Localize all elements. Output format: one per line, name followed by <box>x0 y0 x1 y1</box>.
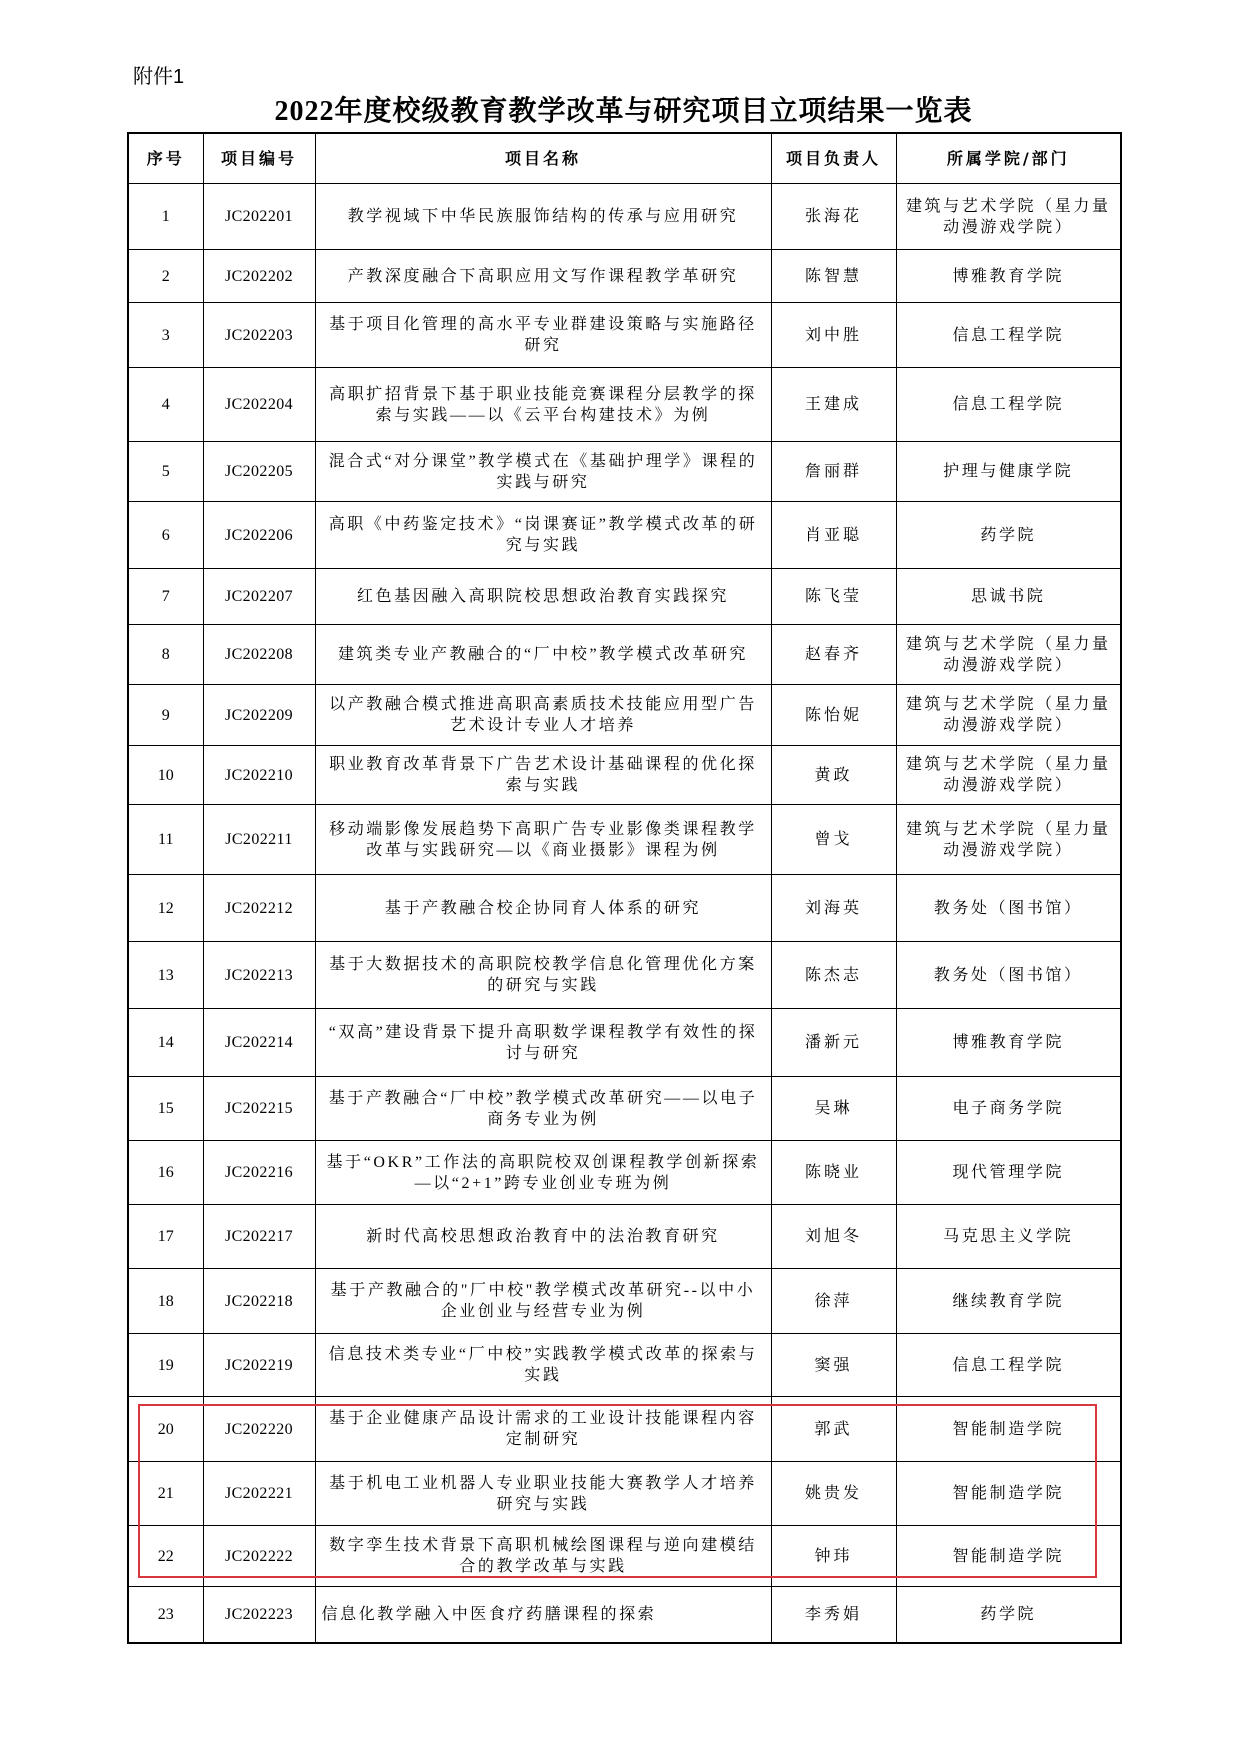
project-leader: 陈晓业 <box>771 1141 896 1205</box>
table-row <box>128 1397 1121 1462</box>
table-row <box>128 875 1121 942</box>
table-body <box>128 184 1121 1643</box>
project-leader: 郭武 <box>771 1397 896 1462</box>
project-code: JC202223 <box>203 1587 315 1643</box>
project-name: 高职扩招背景下基于职业技能竞赛课程分层教学的探索与实践——以《云平台构建技术》为例 <box>315 368 771 442</box>
row-index: 5 <box>128 442 203 502</box>
project-leader: 陈怡妮 <box>771 685 896 746</box>
table-row <box>128 1462 1121 1526</box>
project-code: JC202219 <box>203 1334 315 1397</box>
project-leader: 刘海英 <box>771 875 896 942</box>
project-name: 基于产教融合的"厂中校"教学模式改革研究--以中小企业创业与经营专业为例 <box>315 1269 771 1334</box>
project-leader: 潘新元 <box>771 1009 896 1077</box>
project-name: 产教深度融合下高职应用文写作课程教学革研究 <box>315 250 771 303</box>
project-college: 博雅教育学院 <box>896 1009 1121 1077</box>
project-code: JC202210 <box>203 746 315 805</box>
table-row <box>128 1077 1121 1141</box>
table-row <box>128 569 1121 625</box>
project-college: 建筑与艺术学院（星力量动漫游戏学院） <box>896 625 1121 685</box>
project-college: 电子商务学院 <box>896 1077 1121 1141</box>
row-index: 14 <box>128 1009 203 1077</box>
row-index: 23 <box>128 1587 203 1643</box>
project-name: 数字孪生技术背景下高职机械绘图课程与逆向建模结合的教学改革与实践 <box>315 1526 771 1587</box>
row-index: 3 <box>128 303 203 368</box>
project-code: JC202215 <box>203 1077 315 1141</box>
project-college: 思诚书院 <box>896 569 1121 625</box>
project-leader: 陈杰志 <box>771 942 896 1009</box>
project-code: JC202220 <box>203 1397 315 1462</box>
project-code: JC202203 <box>203 303 315 368</box>
project-leader: 刘旭冬 <box>771 1205 896 1269</box>
project-code: JC202202 <box>203 250 315 303</box>
header-row <box>128 133 1121 184</box>
row-index: 12 <box>128 875 203 942</box>
project-name: 基于大数据技术的高职院校教学信息化管理优化方案的研究与实践 <box>315 942 771 1009</box>
project-leader: 吴琳 <box>771 1077 896 1141</box>
project-college: 药学院 <box>896 1587 1121 1643</box>
project-leader: 陈智慧 <box>771 250 896 303</box>
table-row <box>128 1269 1121 1334</box>
project-code: JC202208 <box>203 625 315 685</box>
project-leader: 肖亚聪 <box>771 502 896 569</box>
table-row <box>128 442 1121 502</box>
project-name: 职业教育改革背景下广告艺术设计基础课程的优化探索与实践 <box>315 746 771 805</box>
row-index: 22 <box>128 1526 203 1587</box>
project-name: 基于项目化管理的高水平专业群建设策略与实施路径研究 <box>315 303 771 368</box>
table-row <box>128 805 1121 875</box>
project-college: 信息工程学院 <box>896 368 1121 442</box>
project-college: 教务处（图书馆） <box>896 875 1121 942</box>
project-code: JC202207 <box>203 569 315 625</box>
project-code: JC202217 <box>203 1205 315 1269</box>
project-name: 以产教融合模式推进高职高素质技术技能应用型广告艺术设计专业人才培养 <box>315 685 771 746</box>
project-code: JC202222 <box>203 1526 315 1587</box>
project-code: JC202214 <box>203 1009 315 1077</box>
project-code: JC202216 <box>203 1141 315 1205</box>
row-index: 19 <box>128 1334 203 1397</box>
project-name: 基于产教融合“厂中校”教学模式改革研究——以电子商务专业为例 <box>315 1077 771 1141</box>
project-leader: 刘中胜 <box>771 303 896 368</box>
row-index: 7 <box>128 569 203 625</box>
project-code: JC202201 <box>203 184 315 250</box>
table-row <box>128 1141 1121 1205</box>
table-row <box>128 502 1121 569</box>
project-college: 智能制造学院 <box>896 1397 1121 1462</box>
project-leader: 詹丽群 <box>771 442 896 502</box>
project-leader: 李秀娟 <box>771 1587 896 1643</box>
project-name: 基于产教融合校企协同育人体系的研究 <box>315 875 771 942</box>
project-code: JC202209 <box>203 685 315 746</box>
table-row <box>128 1526 1121 1587</box>
table-row <box>128 1009 1121 1077</box>
project-college: 现代管理学院 <box>896 1141 1121 1205</box>
project-name: 基于机电工业机器人专业职业技能大赛教学人才培养研究与实践 <box>315 1462 771 1526</box>
project-college: 博雅教育学院 <box>896 250 1121 303</box>
project-leader: 黄政 <box>771 746 896 805</box>
row-index: 20 <box>128 1397 203 1462</box>
project-leader: 王建成 <box>771 368 896 442</box>
project-table <box>127 132 1122 1644</box>
project-name: 信息化教学融入中医食疗药膳课程的探索 <box>315 1587 771 1643</box>
project-name: “双高”建设背景下提升高职数学课程教学有效性的探讨与研究 <box>315 1009 771 1077</box>
project-college: 建筑与艺术学院（星力量动漫游戏学院） <box>896 746 1121 805</box>
project-leader: 窦强 <box>771 1334 896 1397</box>
table-row <box>128 746 1121 805</box>
row-index: 2 <box>128 250 203 303</box>
row-index: 15 <box>128 1077 203 1141</box>
project-college: 继续教育学院 <box>896 1269 1121 1334</box>
row-index: 6 <box>128 502 203 569</box>
project-college: 药学院 <box>896 502 1121 569</box>
row-index: 11 <box>128 805 203 875</box>
project-college: 建筑与艺术学院（星力量动漫游戏学院） <box>896 685 1121 746</box>
project-code: JC202212 <box>203 875 315 942</box>
table-row <box>128 625 1121 685</box>
table-row <box>128 685 1121 746</box>
project-code: JC202205 <box>203 442 315 502</box>
table-row <box>128 368 1121 442</box>
project-name: 教学视域下中华民族服饰结构的传承与应用研究 <box>315 184 771 250</box>
project-name: 移动端影像发展趋势下高职广告专业影像类课程教学改革与实践研究—以《商业摄影》课程为例 <box>315 805 771 875</box>
row-index: 17 <box>128 1205 203 1269</box>
project-code: JC202221 <box>203 1462 315 1526</box>
project-college: 建筑与艺术学院（星力量动漫游戏学院） <box>896 805 1121 875</box>
page-title: 2022年度校级教育教学改革与研究项目立项结果一览表 <box>274 96 973 127</box>
row-index: 10 <box>128 746 203 805</box>
row-index: 21 <box>128 1462 203 1526</box>
project-college: 信息工程学院 <box>896 1334 1121 1397</box>
project-leader: 张海花 <box>771 184 896 250</box>
project-leader: 徐萍 <box>771 1269 896 1334</box>
row-index: 18 <box>128 1269 203 1334</box>
project-leader: 姚贵发 <box>771 1462 896 1526</box>
attachment-label: 附件1 <box>133 66 185 88</box>
project-college: 智能制造学院 <box>896 1462 1121 1526</box>
project-leader: 陈飞莹 <box>771 569 896 625</box>
project-name: 基于“OKR”工作法的高职院校双创课程教学创新探索—以“2+1”跨专业创业专班为例 <box>315 1141 771 1205</box>
project-name: 红色基因融入高职院校思想政治教育实践探究 <box>315 569 771 625</box>
project-name: 基于企业健康产品设计需求的工业设计技能课程内容定制研究 <box>315 1397 771 1462</box>
project-code: JC202218 <box>203 1269 315 1334</box>
project-leader: 赵春齐 <box>771 625 896 685</box>
project-college: 护理与健康学院 <box>896 442 1121 502</box>
header-code: 项目编号 <box>203 133 315 184</box>
table-row <box>128 184 1121 250</box>
table-row <box>128 942 1121 1009</box>
table-row <box>128 250 1121 303</box>
project-college: 智能制造学院 <box>896 1526 1121 1587</box>
header-index: 序号 <box>128 133 203 184</box>
table-row <box>128 1334 1121 1397</box>
row-index: 16 <box>128 1141 203 1205</box>
project-name: 新时代高校思想政治教育中的法治教育研究 <box>315 1205 771 1269</box>
project-leader: 曾戈 <box>771 805 896 875</box>
project-college: 建筑与艺术学院（星力量动漫游戏学院） <box>896 184 1121 250</box>
table-row <box>128 303 1121 368</box>
table-row <box>128 1587 1121 1643</box>
project-code: JC202211 <box>203 805 315 875</box>
table-header <box>128 133 1121 184</box>
row-index: 9 <box>128 685 203 746</box>
project-leader: 钟玮 <box>771 1526 896 1587</box>
project-code: JC202206 <box>203 502 315 569</box>
header-name: 项目名称 <box>315 133 771 184</box>
header-college: 所属学院/部门 <box>896 133 1121 184</box>
row-index: 4 <box>128 368 203 442</box>
project-name: 高职《中药鉴定技术》“岗课赛证”教学模式改革的研究与实践 <box>315 502 771 569</box>
row-index: 1 <box>128 184 203 250</box>
row-index: 8 <box>128 625 203 685</box>
project-name: 建筑类专业产教融合的“厂中校”教学模式改革研究 <box>315 625 771 685</box>
project-code: JC202204 <box>203 368 315 442</box>
project-code: JC202213 <box>203 942 315 1009</box>
header-leader: 项目负责人 <box>771 133 896 184</box>
project-college: 马克思主义学院 <box>896 1205 1121 1269</box>
project-name: 信息技术类专业“厂中校”实践教学模式改革的探索与实践 <box>315 1334 771 1397</box>
project-name: 混合式“对分课堂”教学模式在《基础护理学》课程的实践与研究 <box>315 442 771 502</box>
table-row <box>128 1205 1121 1269</box>
project-college: 教务处（图书馆） <box>896 942 1121 1009</box>
project-college: 信息工程学院 <box>896 303 1121 368</box>
row-index: 13 <box>128 942 203 1009</box>
